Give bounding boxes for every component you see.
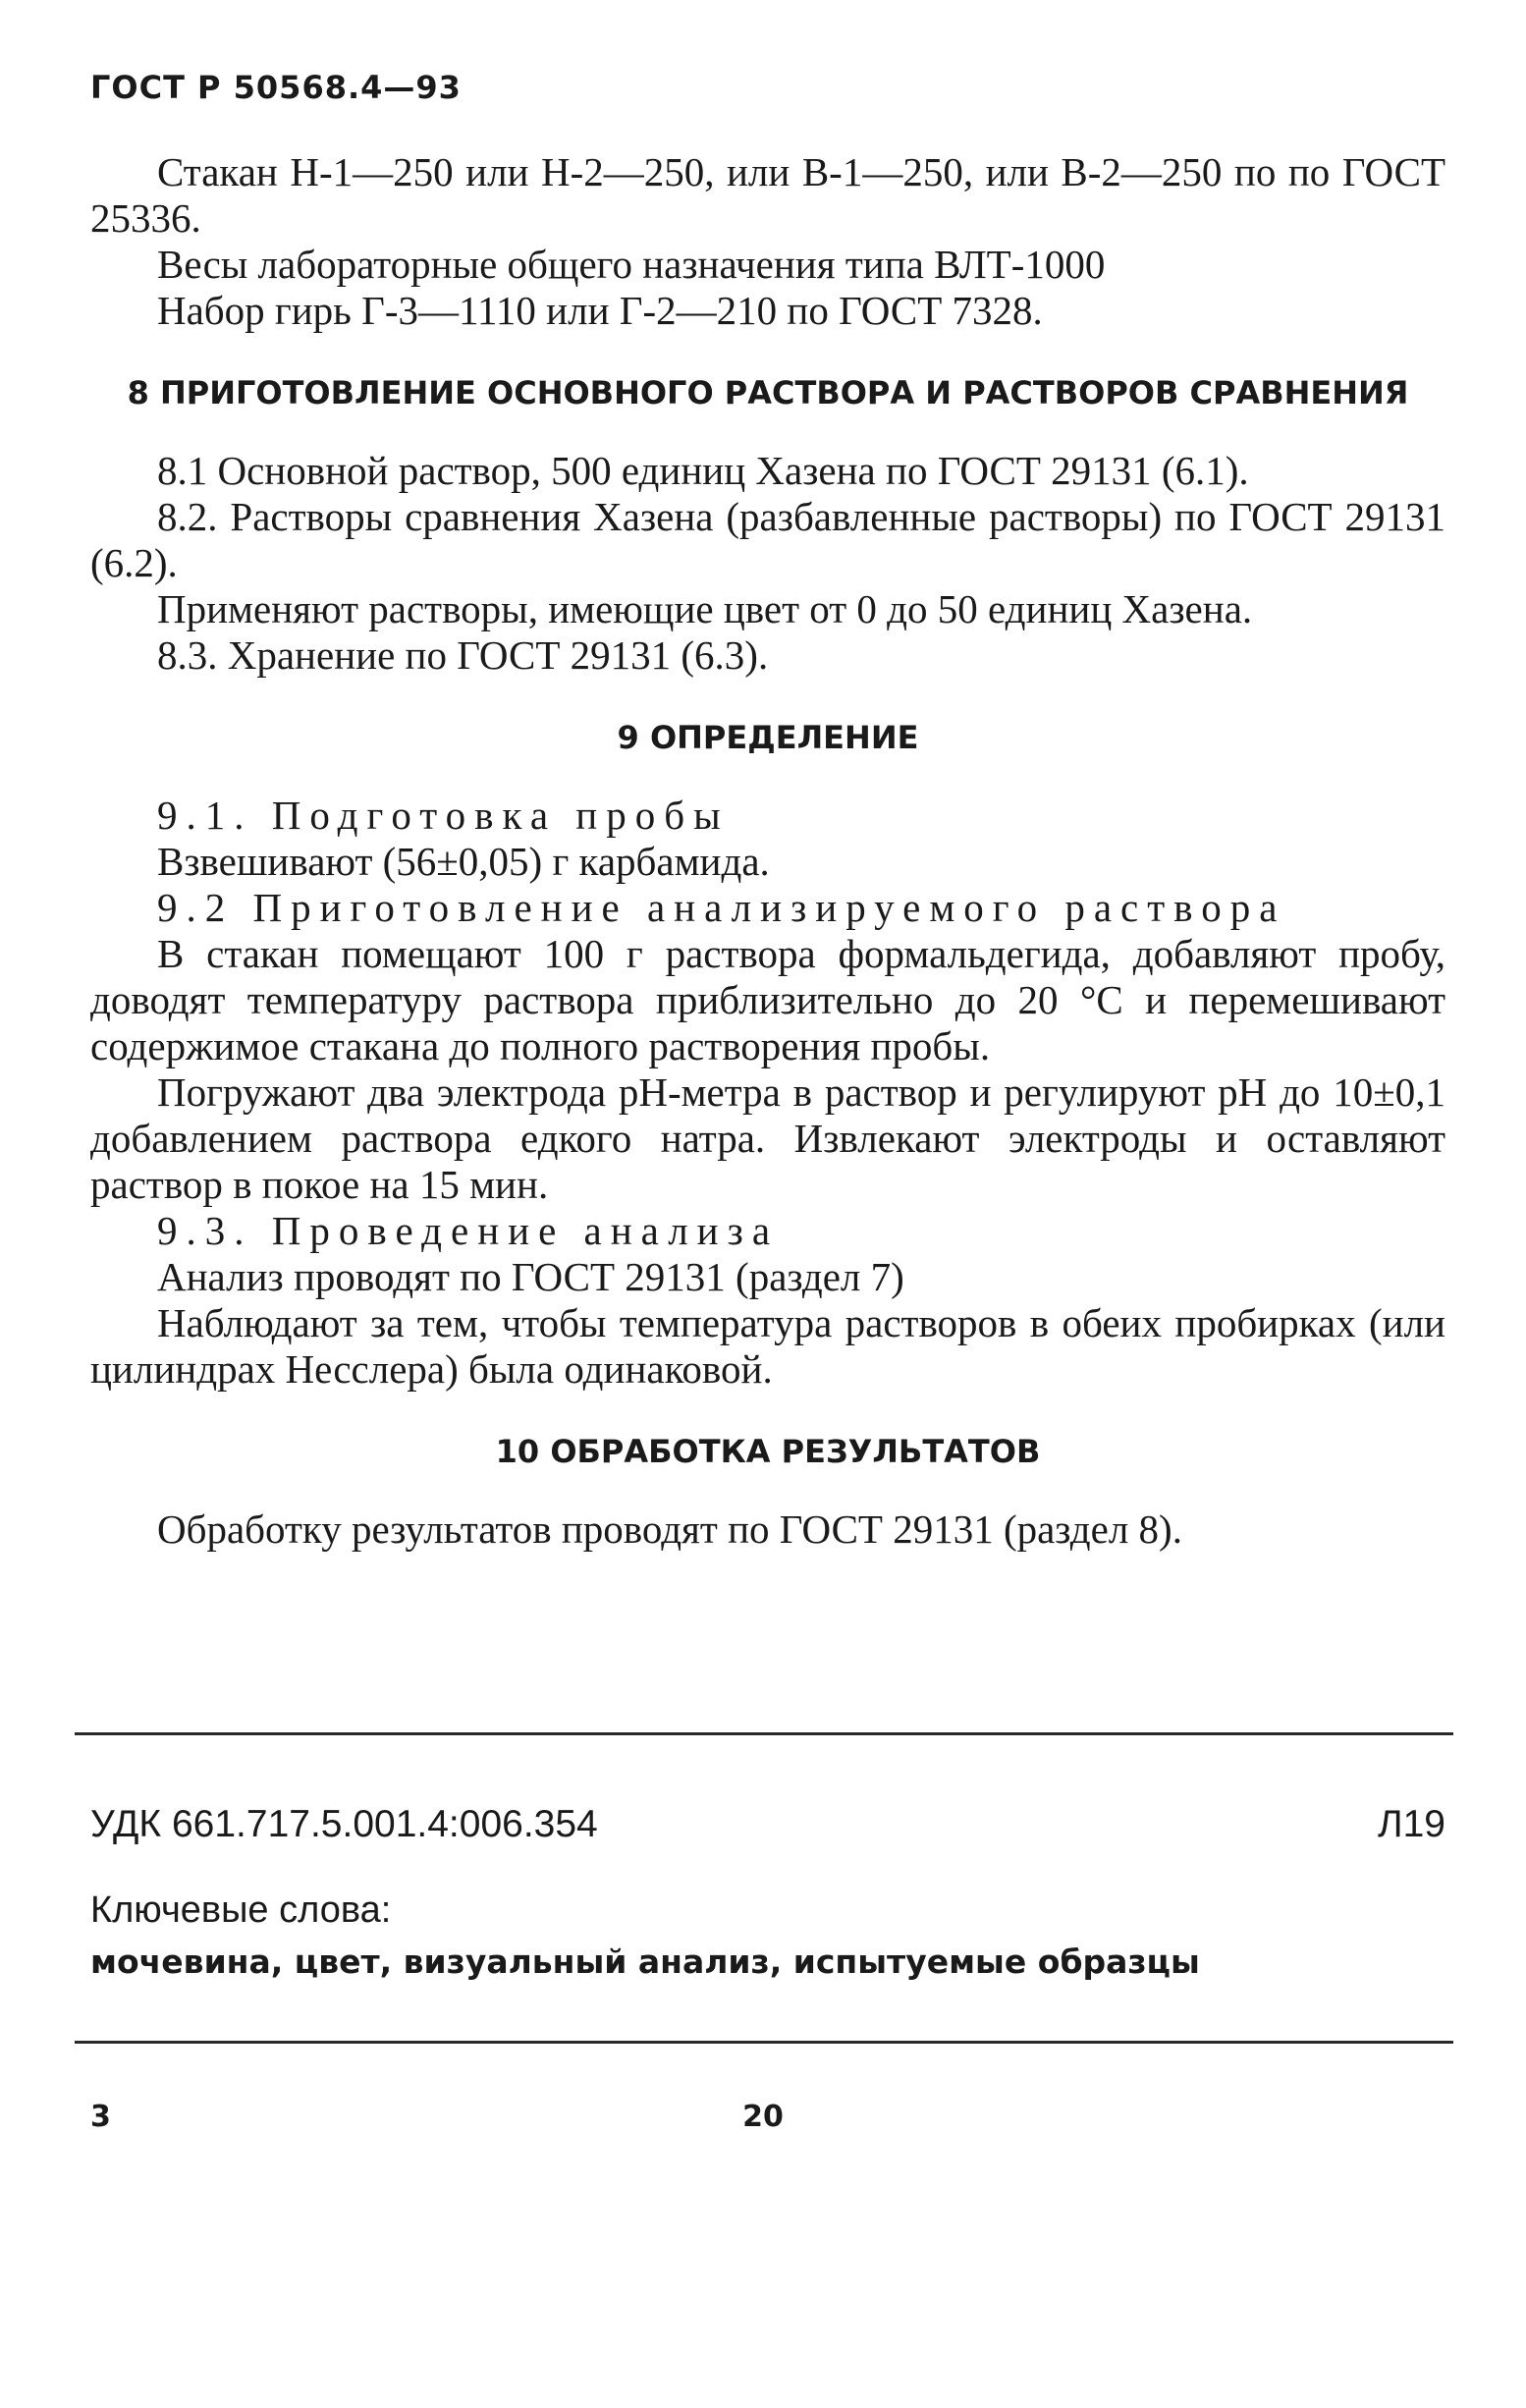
divider [75, 2041, 1453, 2044]
subheading-9-3: 9.3. Проведение анализа [157, 1208, 780, 1253]
keywords-title: Ключевые слова: [90, 1889, 392, 1931]
paragraph-9-2b: Погружают два электрода рН-метра в раствор и регулируют рН до 10±0,1 добавлением раствора едкого натра. Извлекают электроды и оставляют раствор в покое на 15 мин. [90, 1069, 1445, 1207]
paragraph-10: Обработку результатов проводят по ГОСТ 29131 (раздел 8). [157, 1506, 1182, 1552]
paragraph-9-2: В стакан помещают 100 г раствора формальдегида, добавляют пробу, доводят температуру раствора приблизительно до 20 °С и перемешивают содержимое стакана до полного растворения пробы. [90, 931, 1445, 1068]
section-10-heading: 10 ОБРАБОТКА РЕЗУЛЬТАТОВ [495, 1433, 1041, 1470]
group-code: Л19 [1378, 1803, 1445, 1845]
section-9-heading: 9 ОПРЕДЕЛЕНИЕ [617, 719, 919, 756]
standard-header: ГОСТ Р 50568.4—93 [90, 69, 462, 106]
keywords-list: мочевина, цвет, визуальный анализ, испытуемые образцы [90, 1943, 1200, 1981]
document-body [90, 149, 1445, 1553]
paragraph-9-1: Взвешивают (56±0,05) г карбамида. [157, 839, 770, 884]
divider [75, 1732, 1453, 1735]
page-number: 20 [742, 2100, 784, 2134]
paragraph-8-1: 8.1 Основной раствор, 500 единиц Хазена по ГОСТ 29131 (6.1). [157, 448, 1249, 493]
paragraph-9-3b: Наблюдают за тем, чтобы температура растворов в обеих пробирках (или цилиндрах Несслера) была одинаковой. [90, 1300, 1445, 1392]
paragraph-9-3: Анализ проводят по ГОСТ 29131 (раздел 7) [157, 1254, 904, 1299]
footer-mark: 3 [90, 2100, 111, 2134]
paragraph-8-2-note: Применяют растворы, имеющие цвет от 0 до 50 единиц Хазена. [157, 586, 1253, 631]
subheading-9-2: 9.2 Приготовление анализируемого раствора [157, 885, 1286, 930]
equipment-line: Весы лабораторные общего назначения типа ВЛТ-1000 [157, 242, 1106, 287]
paragraph-8-3: 8.3. Хранение по ГОСТ 29131 (6.3). [157, 632, 769, 678]
udk-code: УДК 661.717.5.001.4:006.354 [90, 1803, 598, 1845]
paragraph-8-2: 8.2. Растворы сравнения Хазена (разбавленные растворы) по ГОСТ 29131 (6.2). [90, 494, 1445, 585]
subheading-9-1: 9.1. Подготовка пробы [157, 793, 730, 838]
equipment-line: Стакан Н-1—250 или Н-2—250, или В-1—250, или В-2—250 по по ГОСТ 25336. [90, 149, 1445, 241]
section-8-heading: 8 ПРИГОТОВЛЕНИЕ ОСНОВНОГО РАСТВОРА И РАСТВОРОВ СРАВНЕНИЯ [127, 374, 1409, 411]
udk-row [90, 1803, 1445, 1846]
equipment-line: Набор гирь Г-3—1110 или Г-2—210 по ГОСТ 7328. [157, 288, 1043, 333]
